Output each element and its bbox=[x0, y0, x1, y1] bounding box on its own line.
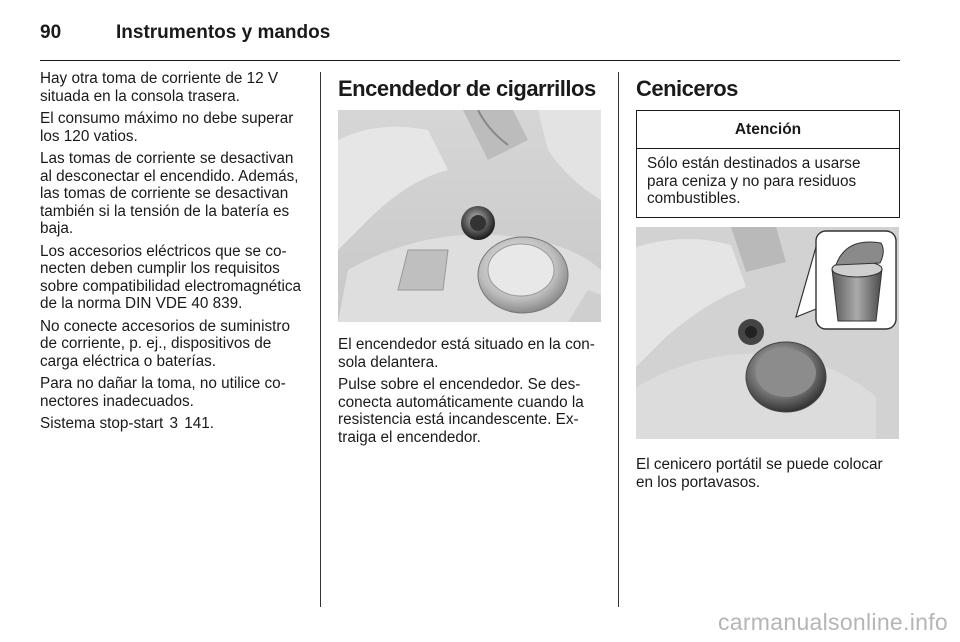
column-2-body bbox=[338, 336, 602, 451]
watermark: carmanualsonline.info bbox=[717, 609, 948, 635]
section-title-lighter: Encendedor de cigarrillos bbox=[338, 76, 596, 101]
reference-text: Sistema stop-start bbox=[40, 415, 164, 432]
lighter-illustration bbox=[338, 110, 601, 322]
column-divider-1 bbox=[320, 72, 321, 607]
column-3-body bbox=[636, 456, 900, 496]
paragraph: El encendedor está situado en la consola delantera. bbox=[338, 336, 595, 371]
column-1 bbox=[40, 70, 308, 438]
cigarette-lighter-photo bbox=[338, 110, 601, 322]
paragraph: Las tomas de corriente se desactivan al desconectar el encendido. Además, las tomas de corriente se desactivan también si la tensión de la batería es baja. bbox=[40, 150, 299, 237]
page-number: 90 bbox=[40, 22, 62, 43]
page-header bbox=[40, 20, 330, 46]
attention-text: Sólo están destinados a usarse para ceniza y no para residuos combustibles. bbox=[647, 155, 861, 207]
attention-heading: Atención bbox=[637, 111, 899, 149]
attention-box bbox=[636, 110, 900, 218]
ashtray-photo bbox=[636, 227, 899, 439]
page-reference-icon: 3 bbox=[169, 415, 179, 432]
cross-reference[interactable] bbox=[40, 415, 308, 433]
column-divider-2 bbox=[618, 72, 619, 607]
paragraph: El consumo máximo no debe superar los 120 vatios. bbox=[40, 110, 294, 145]
paragraph: Para no dañar la toma, no utilice conectores inadecuados. bbox=[40, 375, 286, 410]
paragraph: Los accesorios eléctricos que se conecten deben cumplir los requisitos sobre compatibilidad electromagnética de la norma DIN VDE 40 839. bbox=[40, 242, 302, 312]
header-rule bbox=[40, 60, 900, 61]
ashtray-illustration bbox=[636, 227, 899, 439]
section-title-ashtrays: Ceniceros bbox=[636, 76, 738, 101]
paragraph: Pulse sobre el encendedor. Se desconecta automáticamente cuando la resistencia está incandescente. Extraiga el encendedor. bbox=[338, 376, 584, 446]
paragraph: El cenicero portátil se puede colocar en los portavasos. bbox=[636, 456, 883, 491]
chapter-title: Instrumentos y mandos bbox=[116, 22, 331, 43]
reference-page: 141. bbox=[184, 415, 215, 432]
paragraph: Hay otra toma de corriente de 12 V situada en la consola trasera. bbox=[40, 70, 279, 105]
paragraph: No conecte accesorios de suministro de corriente, p. ej., dispositivos de carga eléctrica o baterías. bbox=[40, 317, 290, 370]
